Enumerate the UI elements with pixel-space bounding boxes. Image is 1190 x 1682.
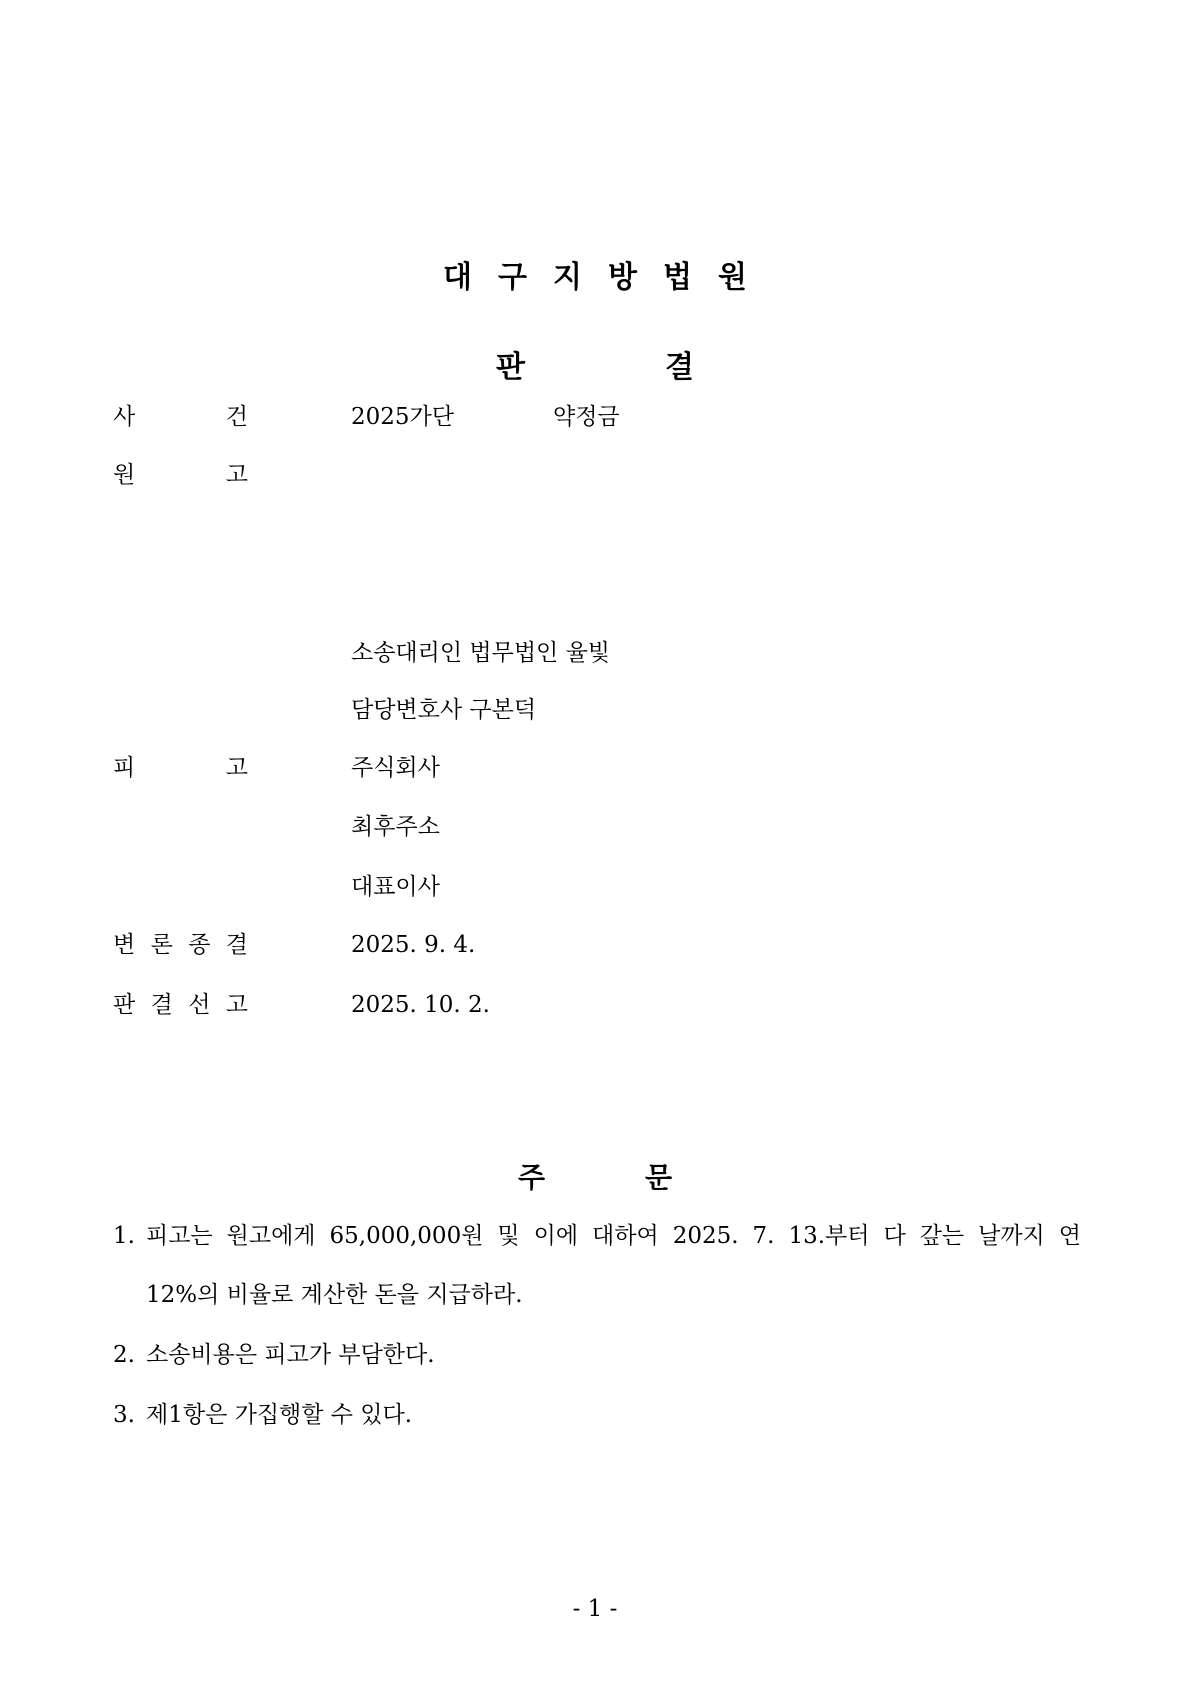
document-title-char-2: 결 (665, 350, 694, 385)
order-item-text: 제1항은 가집행할 수 있다. (146, 1402, 413, 1428)
order-item-number: 2. (113, 1342, 135, 1368)
judgment-date-label: 판 결 선 고 (113, 992, 248, 1018)
document-title (0, 342, 1190, 386)
plaintiff-lawyer: 담당변호사 구본덕 (351, 697, 537, 723)
defendant-representative: 대표이사 (351, 874, 440, 900)
hearing-close-date: 2025. 9. 4. (351, 932, 476, 958)
order-item-text-line1: 피고는 원고에게 65,000,000원 및 이에 대하여 2025. 7. 13.부터 다 갚는 날까지 연 (146, 1223, 1081, 1249)
defendant-company: 주식회사 (351, 755, 440, 781)
document-title-char-1: 판 (496, 350, 525, 385)
order-item-number: 3. (113, 1402, 135, 1428)
plaintiff-label: 원 고 (113, 462, 248, 488)
order-item-text-line2: 12%의 비율로 계산한 돈을 지급하라. (146, 1282, 523, 1308)
defendant-address: 최후주소 (351, 814, 440, 840)
case-number: 2025가단 (351, 404, 454, 430)
judgment-date: 2025. 10. 2. (351, 992, 490, 1018)
order-title: 주 문 (517, 1161, 673, 1194)
plaintiff-agent: 소송대리인 법무법인 율빛 (351, 640, 611, 666)
order-item-number: 1. (113, 1223, 135, 1249)
order-item-text: 소송비용은 피고가 부담한다. (146, 1342, 435, 1368)
case-label: 사 건 (113, 404, 248, 430)
defendant-label: 피 고 (113, 755, 248, 781)
case-name: 약정금 (553, 404, 620, 430)
page-number: - 1 - (572, 1596, 618, 1622)
hearing-close-label: 변 론 종 결 (113, 932, 248, 958)
court-name: 대구지방법원 (443, 260, 773, 295)
